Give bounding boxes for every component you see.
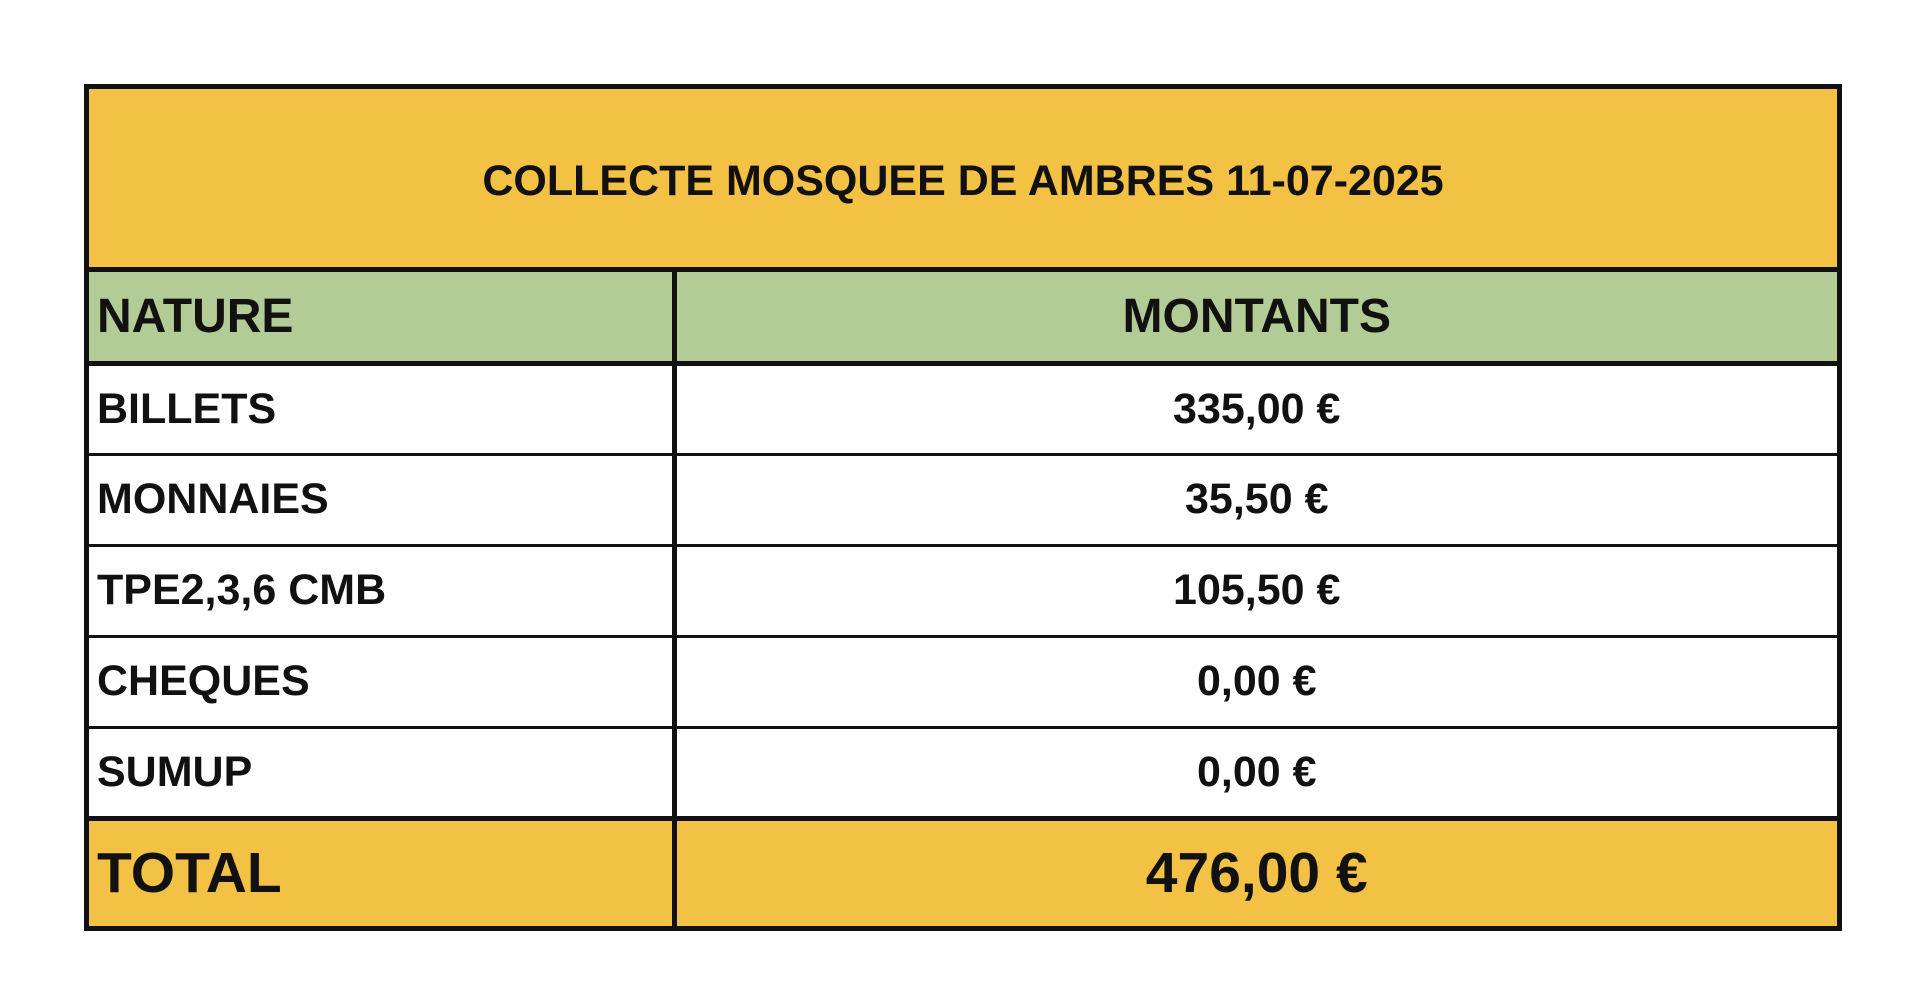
table-title: COLLECTE MOSQUEE DE AMBRES 11-07-2025	[482, 156, 1444, 205]
header-row	[89, 272, 1837, 363]
row-amount-monnaies: 35,50 €	[674, 454, 1837, 545]
row-nature-sumup: SUMUP	[89, 727, 674, 818]
table-row	[89, 545, 1837, 636]
table-row	[89, 454, 1837, 545]
row-amount-cheques: 0,00 €	[674, 636, 1837, 727]
row-amount-tpe: 105,50 €	[674, 545, 1837, 636]
row-amount-sumup: 0,00 €	[674, 727, 1837, 818]
collection-table	[84, 84, 1842, 931]
total-label: TOTAL	[89, 818, 674, 926]
total-row	[89, 818, 1837, 926]
table-row	[89, 727, 1837, 818]
amounts-grid	[89, 272, 1837, 926]
row-nature-monnaies: MONNAIES	[89, 454, 674, 545]
title-banner	[89, 89, 1837, 272]
nature-header: NATURE	[89, 272, 674, 363]
montants-header: MONTANTS	[674, 272, 1837, 363]
row-nature-cheques: CHEQUES	[89, 636, 674, 727]
row-amount-billets: 335,00 €	[674, 363, 1837, 454]
table-row	[89, 363, 1837, 454]
total-amount: 476,00 €	[674, 818, 1837, 926]
table-row	[89, 636, 1837, 727]
row-nature-billets: BILLETS	[89, 363, 674, 454]
row-nature-tpe: TPE2,3,6 CMB	[89, 545, 674, 636]
